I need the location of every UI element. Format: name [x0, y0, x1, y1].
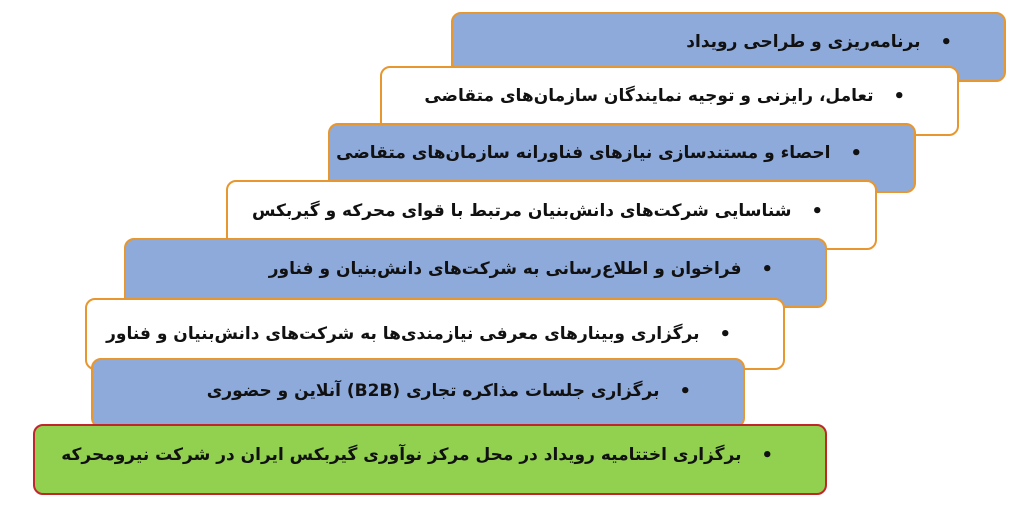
step-label: شناسایی شرکت‌های دانش‌بنیان مرتبط با قوای محرکه و گیربکس: [251, 201, 792, 221]
bullet-icon: •: [850, 143, 862, 164]
bullet-icon: •: [679, 381, 691, 402]
step-b2b-meetings: [91, 358, 745, 428]
step-label: فراخوان و اطلاع‌رسانی به شرکت‌های دانش‌بنیان و فناور: [268, 259, 742, 279]
bullet-icon: •: [719, 324, 731, 345]
step-label: تعامل، رایزنی و توجیه نمایندگان سازمان‌های متقاضی: [424, 86, 874, 106]
step-closing-ceremony: [33, 424, 827, 495]
step-label: برنامه‌ریزی و طراحی رویداد: [686, 32, 921, 52]
step-label: برگزاری جلسات مذاکره تجاری (B2B) آنلاین و حضوری: [206, 381, 660, 401]
bullet-icon: •: [940, 32, 952, 53]
step-label: برگزاری وبینارهای معرفی نیازمندی‌ها به شرکت‌های دانش‌بنیان و فناور: [106, 324, 700, 344]
step-label: برگزاری اختتامیه رویداد در محل مرکز نوآوری گیربکس ایران در شرکت نیرومحرکه: [61, 445, 742, 465]
bullet-icon: •: [761, 259, 773, 280]
bullet-icon: •: [811, 201, 823, 222]
bullet-icon: •: [893, 86, 905, 107]
bullet-icon: •: [761, 445, 773, 466]
step-label: احصاء و مستندسازی نیازهای فناورانه سازمان‌های متقاضی: [336, 143, 831, 163]
